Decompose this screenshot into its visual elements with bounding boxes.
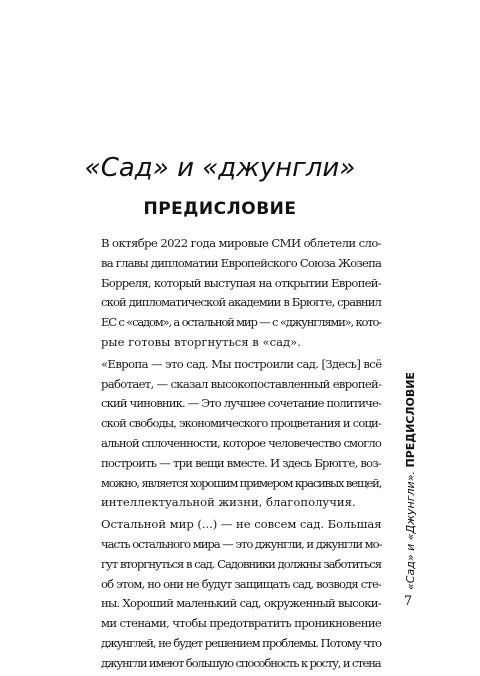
text-line: Борреля, который выступая на открытии Европей- <box>101 275 381 290</box>
text-line: Остальной мир (...) — не совсем сад. Большая <box>101 517 382 532</box>
text-line: джунгли имеют большую способность к росту, и стена <box>101 655 381 670</box>
text-line: об этом, но они не будут защищать сад, возводя сте- <box>101 576 381 591</box>
text-line: ский чиновник. — Это лучшее сочетание политиче- <box>101 396 381 411</box>
text-line: ЕС с «садом», а остальной мир — с «джунглями», кото- <box>101 315 381 330</box>
text-line: работает, — сказал высокопоставленный европей- <box>101 376 382 391</box>
body-text <box>85 234 381 676</box>
running-head <box>404 372 426 590</box>
text-line: ской свободы, экономического процветания и соци- <box>101 416 381 431</box>
text-line: «Европа — это сад. Мы построили сад. [Здесь] всё <box>101 356 382 371</box>
text-line: построить — три вещи вместе. И здесь Брюгге, воз- <box>101 455 381 470</box>
text-line: В октябре 2022 года мировые СМИ облетели сло- <box>101 236 382 250</box>
running-head-section: ПРЕДИСЛОВИЕ <box>404 372 417 468</box>
text-line: ны. Хороший маленький сад, окруженный высоки- <box>101 596 381 611</box>
text-line: ва главы дипломатии Европейского Союза Жозепа <box>101 255 382 270</box>
paragraph-1 <box>85 234 381 353</box>
chapter-title: «Сад» и «джунгли» <box>84 153 356 183</box>
text-line: интеллектуальной жизни, благополучия. <box>101 495 356 510</box>
text-line: ской дипломатической академии в Брюгге, сравнил <box>101 295 381 310</box>
running-head-title: «Сад» и «Джунгли». <box>404 471 417 590</box>
text-line: ми стенами, чтобы предотвратить проникновение <box>101 616 382 631</box>
text-line: часть остального мира — это джунгли, и джунгли мо- <box>101 536 382 551</box>
text-line: гут вторгнуться в сад. Садовники должны заботиться <box>101 556 381 571</box>
text-line: джунглей, не будет решением проблемы. Потому что <box>101 635 381 650</box>
text-line: рые готовы вторгнуться в «сад». <box>101 334 301 349</box>
paragraph-2 <box>85 355 381 513</box>
page-number: 7 <box>403 594 413 609</box>
text-line: альной сплоченности, которое человечество смогло <box>101 435 381 450</box>
chapter-subtitle: ПРЕДИСЛОВИЕ <box>143 199 297 219</box>
text-line: можно, является хорошим примером красивых вещей, <box>101 475 382 490</box>
